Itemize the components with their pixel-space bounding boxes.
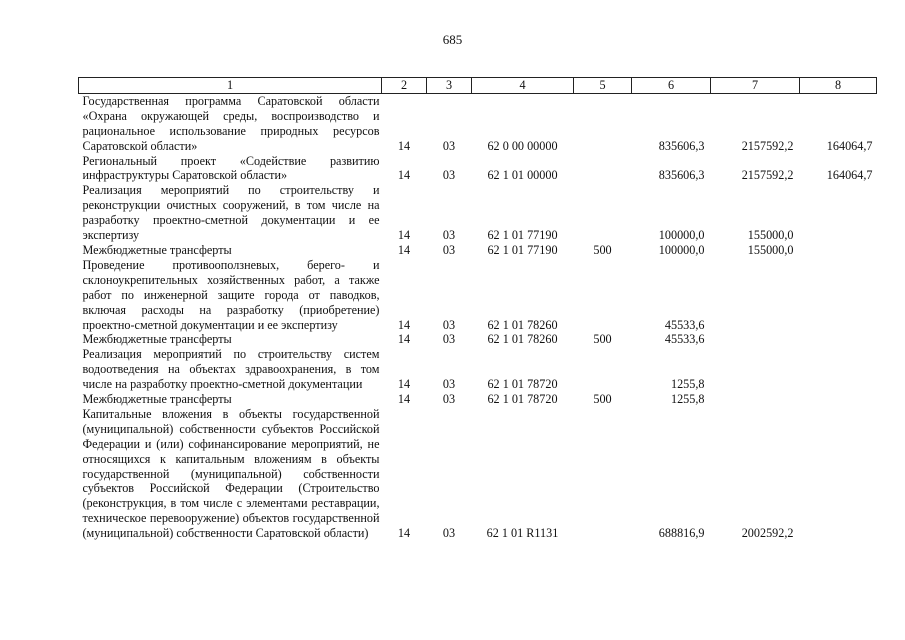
table-row <box>79 183 877 243</box>
table-row <box>79 93 877 153</box>
row-podrazdel: 03 <box>442 526 456 541</box>
row-csr: 62 1 01 78720 <box>487 392 558 407</box>
row-sum-3: 164064,7 <box>826 168 873 183</box>
row-podrazdel: 03 <box>442 392 456 407</box>
column-header: 4 <box>472 78 574 94</box>
row-sum-3 <box>800 347 877 392</box>
row-sum-3 <box>800 258 877 333</box>
row-name: Реализация мероприятий по строительству и реконструкции очистных сооружений, в том числе на разработку проектно-сметной документации и ее экспертизу <box>82 183 380 243</box>
row-vr: 500 <box>593 242 612 257</box>
row-sum-3 <box>800 407 877 541</box>
row-sum-1: 835606,3 <box>658 138 705 153</box>
row-sum-3: 164064,7 <box>826 138 873 153</box>
row-vr <box>574 183 632 243</box>
page-number: 685 <box>442 32 463 47</box>
budget-table <box>78 77 877 541</box>
row-csr: 62 1 01 77190 <box>487 242 558 257</box>
row-razdel: 14 <box>397 332 411 347</box>
row-sum-3 <box>800 392 877 407</box>
table-row <box>79 332 877 347</box>
row-csr: 62 1 01 78260 <box>487 317 558 332</box>
table-row <box>79 347 877 392</box>
column-header: 2 <box>382 78 427 94</box>
column-header: 8 <box>800 78 877 94</box>
column-header: 7 <box>711 78 800 94</box>
table-row <box>79 258 877 333</box>
row-csr: 62 1 01 R1131 <box>486 526 559 541</box>
row-sum-2: 2157592,2 <box>741 138 794 153</box>
row-sum-2 <box>711 347 800 392</box>
row-sum-2 <box>711 332 800 347</box>
row-sum-2: 155000,0 <box>747 228 794 243</box>
row-name: Региональный проект «Содействие развитию инфраструктуры Саратовской области» <box>82 153 380 183</box>
row-csr: 62 1 01 77190 <box>487 228 558 243</box>
column-header: 3 <box>427 78 472 94</box>
table-row <box>79 243 877 258</box>
column-header: 5 <box>574 78 632 94</box>
row-sum-3 <box>800 183 877 243</box>
table-row <box>79 407 877 541</box>
row-sum-1: 1255,8 <box>670 377 705 392</box>
row-vr <box>574 154 632 184</box>
row-podrazdel: 03 <box>442 228 456 243</box>
row-name: Межбюджетные трансферты <box>82 392 232 407</box>
row-razdel: 14 <box>397 392 411 407</box>
row-sum-1: 688816,9 <box>658 526 705 541</box>
column-header: 6 <box>632 78 711 94</box>
row-vr <box>574 347 632 392</box>
row-csr: 62 1 01 78260 <box>487 332 558 347</box>
row-razdel: 14 <box>397 228 411 243</box>
table-row <box>79 154 877 184</box>
row-podrazdel: 03 <box>442 242 456 257</box>
row-sum-1: 100000,0 <box>658 242 705 257</box>
row-name: Проведение противооползневых, берего- и склоноукрепительных хозяйственных работ, а также работ по инженерной защите города от паводков, включая расходы на разработку (приобретение) проектно-сметной документации и ее экспертизу <box>82 257 380 332</box>
row-sum-2 <box>711 258 800 333</box>
row-podrazdel: 03 <box>442 332 456 347</box>
row-csr: 62 1 01 78720 <box>487 377 558 392</box>
row-sum-1: 45533,6 <box>664 317 705 332</box>
row-razdel: 14 <box>397 526 411 541</box>
row-name: Реализация мероприятий по строительству систем водоотведения на объектах здравоохранения, в том числе на разработку проектно-сметной документации <box>82 347 380 392</box>
row-razdel: 14 <box>397 242 411 257</box>
row-vr <box>574 407 632 541</box>
row-sum-2: 2157592,2 <box>741 168 794 183</box>
row-razdel: 14 <box>397 168 411 183</box>
row-sum-2 <box>711 392 800 407</box>
row-name: Капитальные вложения в объекты государственной (муниципальной) собственности субъектов Российской Федерации и (или) софинансирование мероприятий, не относящихся к капитальным вложениям в объекты государственной (муниципальной) собственности субъектов Российской Федерации (Строительство (реконструкция, в том числе с элементами реставрации, техническое перевооружение) объектов государственной (муниципальной) собственности Саратовской области) <box>82 406 380 541</box>
row-sum-2: 2002592,2 <box>741 526 794 541</box>
row-podrazdel: 03 <box>442 377 456 392</box>
row-vr <box>574 93 632 153</box>
row-csr: 62 0 00 00000 <box>487 138 558 153</box>
table-row <box>79 392 877 407</box>
row-sum-3 <box>800 243 877 258</box>
row-vr <box>574 258 632 333</box>
row-name: Государственная программа Саратовской области «Охрана окружающей среды, воспроизводство и рациональное использование природных ресурсов Саратовской области» <box>82 93 380 153</box>
row-razdel: 14 <box>397 377 411 392</box>
table-header <box>79 78 877 94</box>
row-sum-1: 100000,0 <box>658 228 705 243</box>
row-vr: 500 <box>593 392 612 407</box>
row-vr: 500 <box>593 332 612 347</box>
row-razdel: 14 <box>397 138 411 153</box>
row-razdel: 14 <box>397 317 411 332</box>
row-sum-1: 45533,6 <box>664 332 705 347</box>
row-podrazdel: 03 <box>442 138 456 153</box>
row-name: Межбюджетные трансферты <box>82 332 232 347</box>
row-csr: 62 1 01 00000 <box>487 168 558 183</box>
row-sum-2: 155000,0 <box>747 242 794 257</box>
row-name: Межбюджетные трансферты <box>82 242 232 257</box>
row-sum-3 <box>800 332 877 347</box>
row-sum-1: 835606,3 <box>658 168 705 183</box>
row-sum-1: 1255,8 <box>670 392 705 407</box>
column-header: 1 <box>79 78 382 94</box>
row-podrazdel: 03 <box>442 168 456 183</box>
row-podrazdel: 03 <box>442 317 456 332</box>
